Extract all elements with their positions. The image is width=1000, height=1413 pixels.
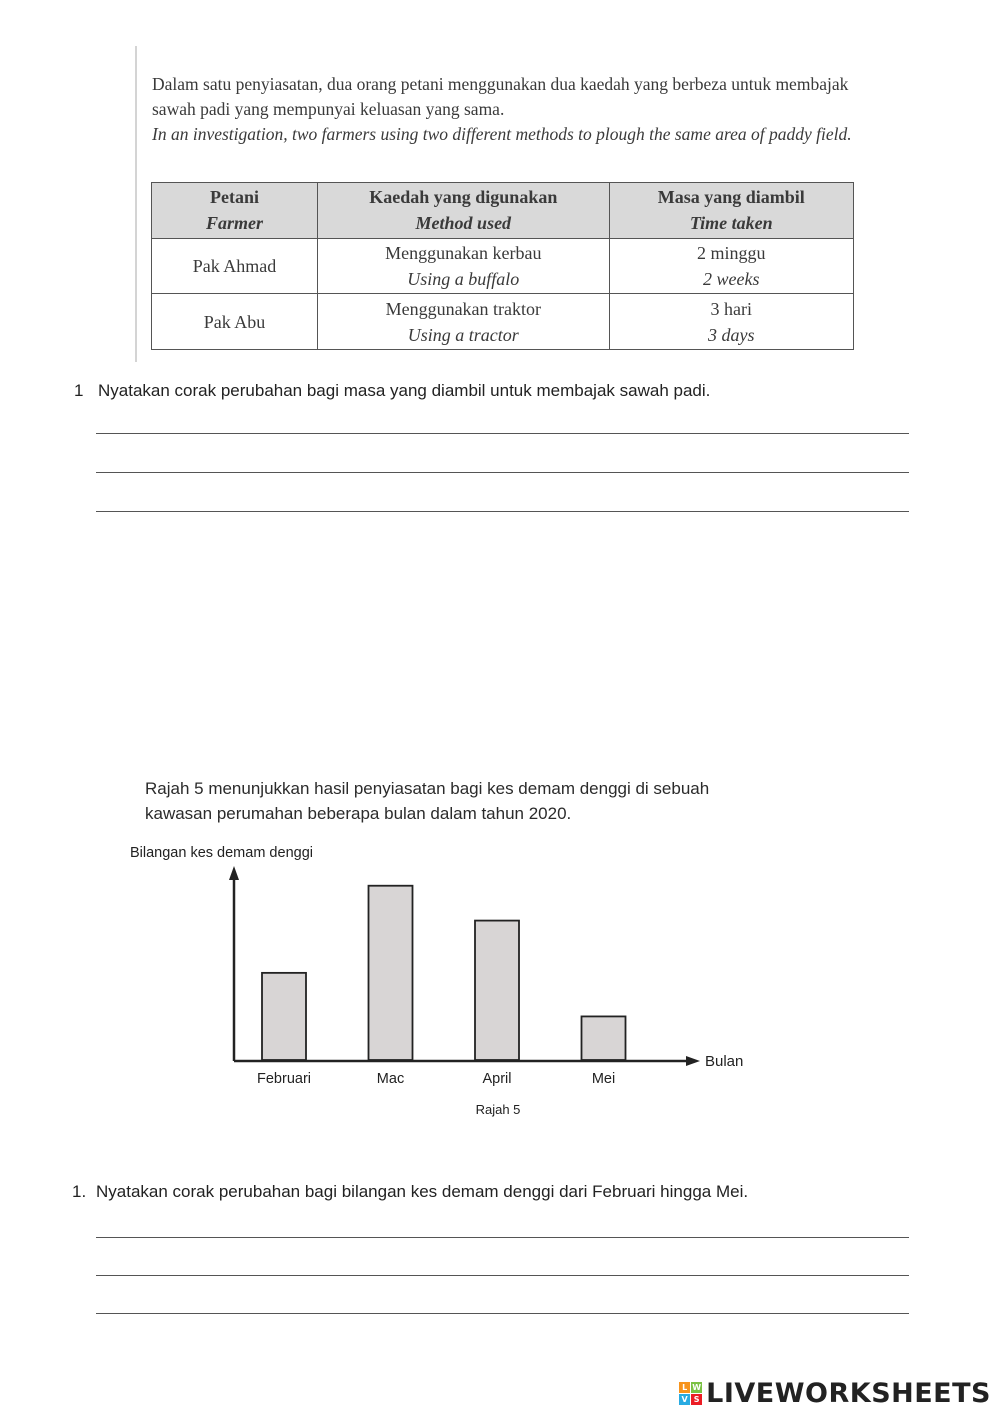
logo-tile: V — [679, 1394, 690, 1405]
method-ms: Menggunakan traktor — [385, 298, 542, 319]
answer-line-q2-2[interactable] — [96, 1275, 909, 1276]
time-ms: 3 hari — [710, 298, 752, 319]
header-time-ms: Masa yang diambil — [657, 187, 805, 208]
brand-name: LIVEWORKSHEETS — [706, 1377, 991, 1409]
question-number: 1 — [74, 381, 84, 400]
answer-line-q2-1[interactable] — [96, 1237, 909, 1238]
header-time-en: Time taken — [689, 213, 773, 234]
header-method-en: Method used — [415, 213, 512, 234]
tick-labels-group — [257, 1071, 615, 1087]
bar-april — [475, 921, 519, 1060]
method-en: Using a buffalo — [407, 268, 520, 289]
intro-malay: Dalam satu penyiasatan, dua orang petani menggunakan dua kaedah yang berbeza untuk membajak sawah padi yang mempunyai keluasan yang sama. — [152, 74, 849, 119]
chart-caption: Rajah 5 — [475, 1102, 521, 1117]
header-farmer-en: Farmer — [206, 213, 264, 234]
logo-tile: L — [679, 1382, 690, 1393]
intro-english: In an investigation, two farmers using two different methods to plough the same area of paddy field. — [152, 124, 852, 144]
logo-tile: W — [692, 1382, 702, 1392]
logo-tile: S — [691, 1394, 702, 1405]
bar-mei — [582, 1016, 626, 1060]
y-axis-arrow — [229, 866, 239, 880]
time-en: 2 weeks — [703, 268, 760, 289]
header-method-ms: Kaedah yang digunakan — [369, 187, 558, 208]
cell-farmer: Pak Abu — [152, 294, 318, 350]
answer-line-q2-3[interactable] — [96, 1313, 909, 1314]
time-en: 3 days — [708, 324, 755, 345]
tick-label-februari: Februari — [257, 1071, 311, 1087]
tick-label-mei: Mei — [591, 1071, 616, 1087]
tick-label-mac: Mac — [376, 1071, 405, 1087]
cell-farmer: Pak Ahmad — [152, 238, 318, 294]
question-number: 1. — [72, 1182, 87, 1201]
brand-logo-icon — [679, 1382, 702, 1405]
tick-label-april: April — [482, 1071, 512, 1087]
header-farmer-ms: Petani — [210, 187, 260, 208]
question-2 — [72, 1182, 748, 1202]
method-en: Using a tractor — [407, 324, 519, 345]
x-axis-arrow — [686, 1056, 700, 1066]
bar-mac — [369, 886, 413, 1060]
time-ms: 2 minggu — [697, 242, 766, 263]
dengue-intro-line-1: Rajah 5 menunjukkan hasil penyiasatan bagi kes demam denggi di sebuah — [145, 779, 710, 798]
y-axis-label: Bilangan kes demam denggi — [130, 845, 313, 861]
question-text: Nyatakan corak perubahan bagi bilangan kes demam denggi dari Februari hingga Mei. — [96, 1182, 749, 1201]
question-text: Nyatakan corak perubahan bagi masa yang diambil untuk membajak sawah padi. — [98, 381, 711, 400]
x-axis-label: Bulan — [705, 1053, 744, 1070]
dengue-intro-line-2: kawasan perumahan beberapa bulan dalam tahun 2020. — [145, 804, 572, 823]
method-ms: Menggunakan kerbau — [385, 242, 542, 263]
bars-group — [262, 886, 626, 1060]
bar-februari — [262, 973, 306, 1060]
liveworksheets-brand — [679, 1375, 991, 1411]
